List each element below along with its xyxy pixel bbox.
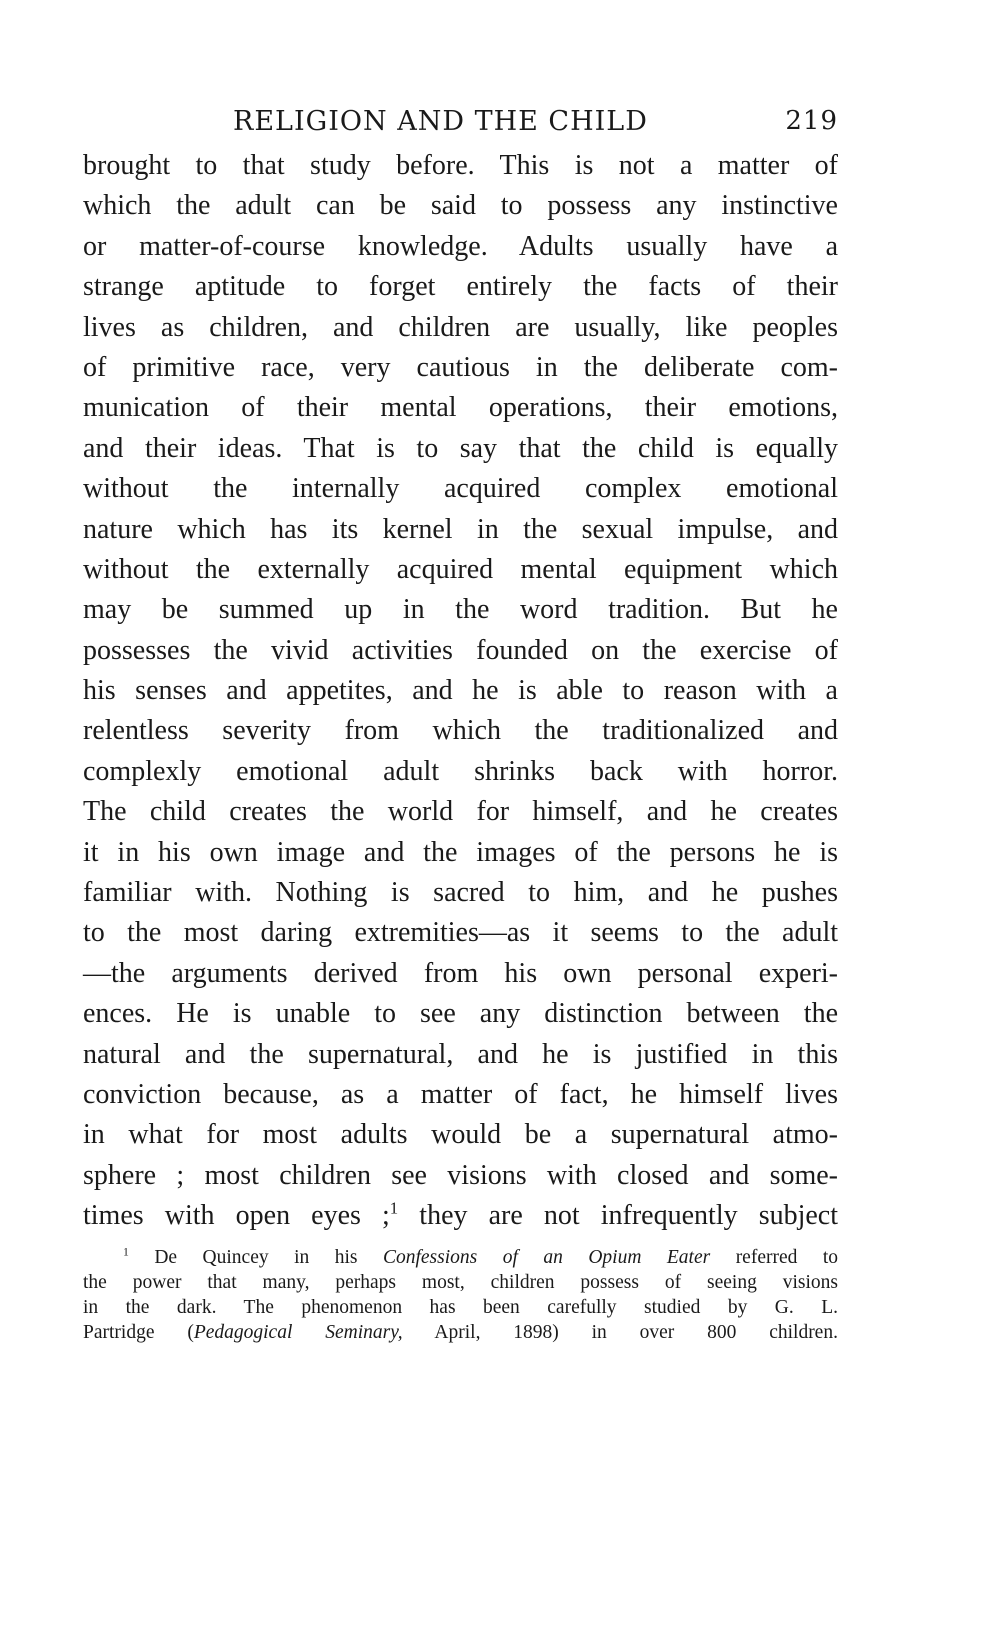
text-line: nature which has its kernel in the sexual impulse, and [83, 513, 838, 545]
text-line: may be summed up in the word tradition. But he [83, 594, 838, 626]
text-line: —the arguments derived from his own personal experi- [83, 957, 838, 989]
text-line: of primitive race, very cautious in the deliberate com- [83, 351, 838, 383]
text-line: it in his own image and the images of the persons he is [83, 836, 838, 868]
text-line: relentless severity from which the traditionalized and [83, 715, 838, 747]
text-line: munication of their mental operations, their emotions, [83, 392, 838, 424]
text-line: strange aptitude to forget entirely the facts of their [83, 271, 838, 303]
text-line: natural and the supernatural, and he is justified in this [83, 1038, 838, 1070]
body-text [83, 146, 838, 1237]
text-line: ences. He is unable to see any distinction between the [83, 998, 838, 1030]
footnote [83, 1245, 838, 1345]
text-line: without the externally acquired mental equipment which [83, 553, 838, 585]
text-line: complexly emotional adult shrinks back with horror. [83, 755, 838, 787]
footnote-line: $^1$ De Quincey in his Confessions of an Opium Eater referred to [123, 1245, 839, 1268]
footnote-reference: 1 [389, 1198, 399, 1218]
text-line: sphere ; most children see visions with closed and some- [83, 1159, 838, 1191]
running-head [83, 100, 838, 146]
text-line: conviction because, as a matter of fact, he himself lives [83, 1078, 838, 1110]
text-line-with-footnote-ref: times with open eyes ;$^1$ they are not infrequently subject [83, 1198, 839, 1232]
text-line: familiar with. Nothing is sacred to him, and he pushes [83, 877, 838, 909]
text-line: or matter-of-course knowledge. Adults usually have a [83, 230, 838, 262]
book-title: Confessions of an Opium Eater [382, 1246, 711, 1268]
page-number: 219 [785, 106, 838, 136]
text-line: and their ideas. That is to say that the child is equally [83, 432, 838, 464]
text-line: brought to that study before. This is not a matter of [83, 150, 838, 181]
footnote-line: the power that many, perhaps most, children possess of seeing visions [83, 1271, 838, 1293]
text-line: The child creates the world for himself, and he creates [83, 796, 838, 828]
text-line: to the most daring extremities—as it seems to the adult [83, 917, 838, 949]
footnote-marker: 1 [123, 1245, 129, 1259]
text-line: lives as children, and children are usually, like peoples [83, 311, 838, 343]
book-page [83, 100, 838, 1345]
journal-title: Pedagogical Seminary, [193, 1321, 403, 1343]
footnote-line: Partridge (Pedagogical Seminary, April, 1898) in over 800 children. [83, 1321, 838, 1343]
text-line: in what for most adults would be a supernatural atmo- [83, 1119, 838, 1151]
running-title: RELIGION AND THE CHILD [233, 106, 648, 137]
text-line: possesses the vivid activities founded on the exercise of [83, 634, 838, 666]
text-line: which the adult can be said to possess any instinctive [83, 190, 838, 222]
text-line: without the internally acquired complex emotional [83, 473, 838, 505]
footnote-line: in the dark. The phenomenon has been carefully studied by G. L. [83, 1296, 838, 1318]
text-line: his senses and appetites, and he is able to reason with a [83, 675, 838, 707]
